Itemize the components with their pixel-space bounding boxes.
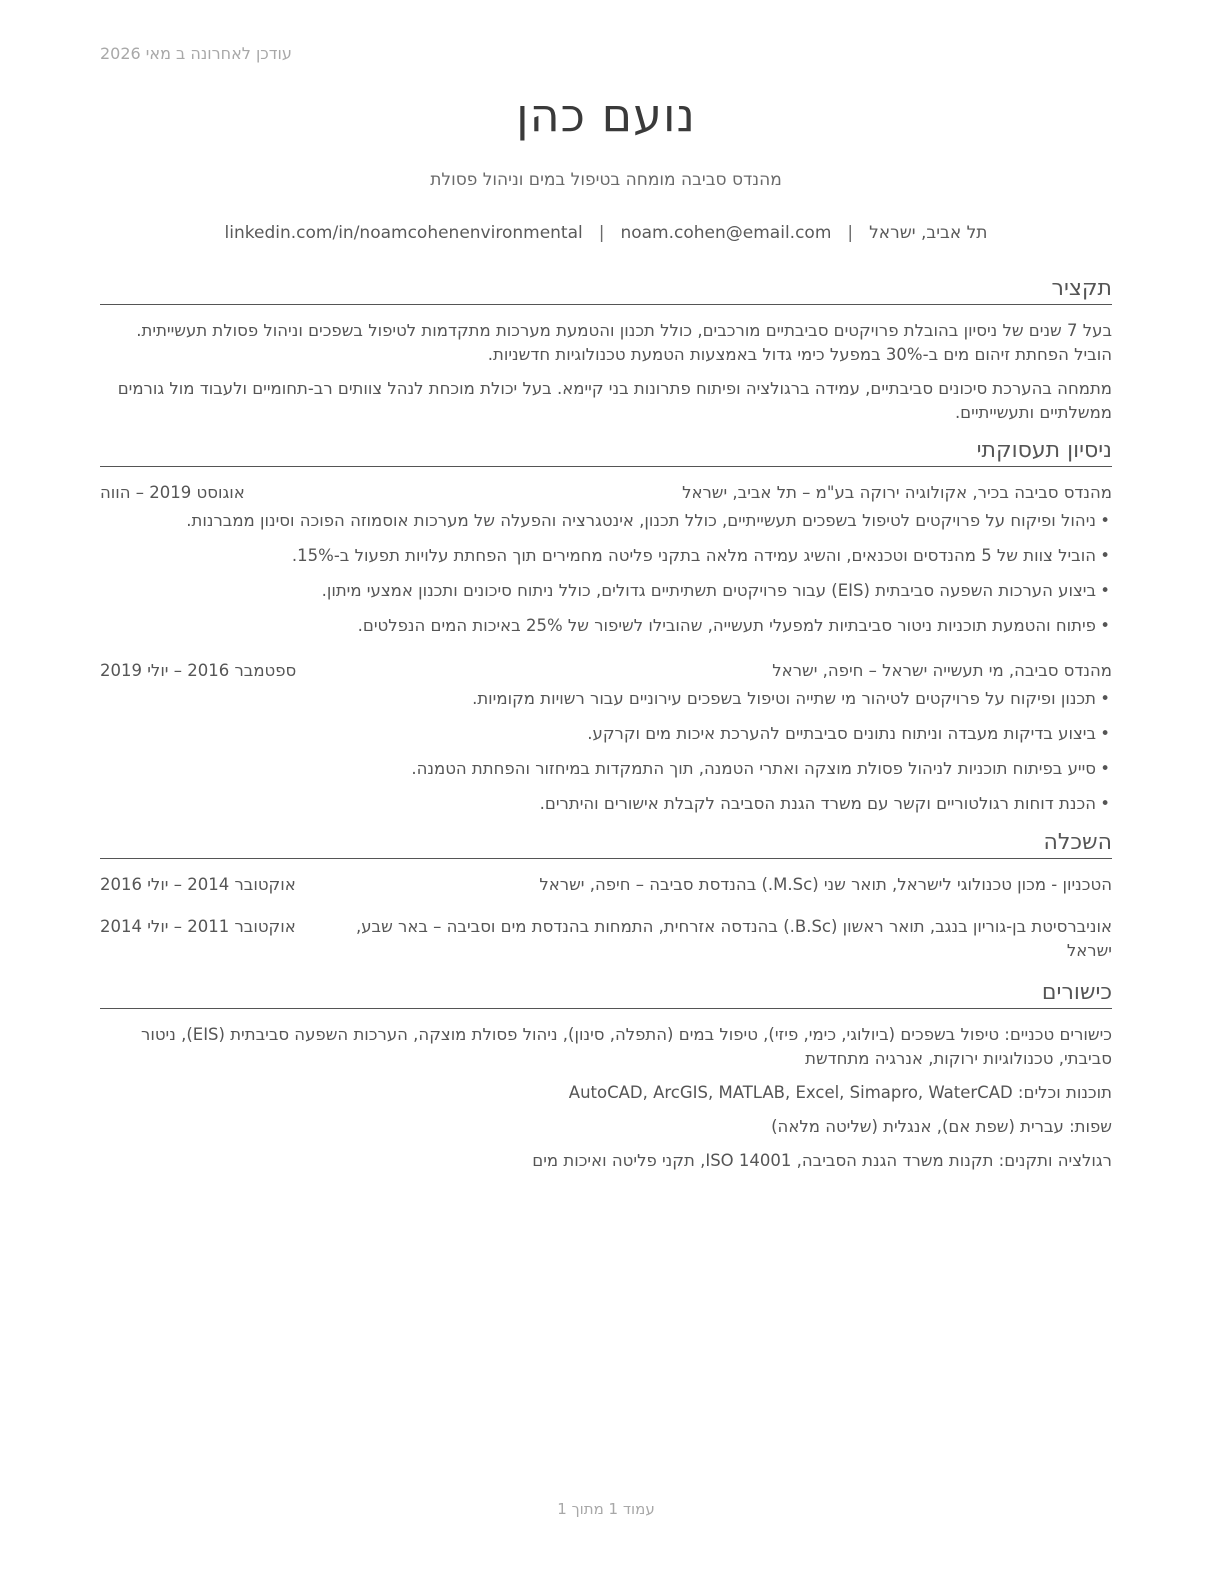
bullet-text: ביצוע בדיקות מעבדה וניתוח נתונים סביבתיים להערכת איכות מים וקרקע.	[587, 724, 1096, 743]
job-bullets	[100, 505, 1112, 645]
skills-item: שפות: עברית (שפת אם), אנגלית (שליטה מלאה)	[771, 1117, 1112, 1136]
job-entry	[100, 481, 1112, 645]
job-header	[100, 481, 1112, 505]
summary-paragraph: בעל 7 שנים של ניסיון בהובלת פרויקטים סביבתיים מורכבים, כולל תכנון והטמעת מערכות מתקדמות לטיפול בשפכים וניהול פסולת תעשייתית. הוביל הפחתת זיהום מים ב-30% במפעל כימי גדול באמצעות הטמעת טכנולוגיות חדשניות.	[136, 321, 1112, 364]
contact-separator: |	[598, 223, 605, 243]
job-bullet	[100, 788, 1112, 823]
contact-location: תל אביב, ישראל	[869, 223, 988, 243]
bullet-text: הוביל צוות של 5 מהנדסים וטכנאים, והשיג עמידה מלאה בתקני פליטה מחמירים תוך הפחתת עלויות תפעול ב-15%.	[291, 546, 1096, 565]
summary-section	[100, 275, 1112, 425]
bullet-icon: •	[1100, 794, 1110, 813]
resume-page	[100, 0, 1112, 1584]
contact-line	[100, 223, 1112, 243]
section-title-summary: תקציר	[100, 275, 1112, 305]
candidate-headline: מהנדס סביבה מומחה בטיפול במים וניהול פסולת	[430, 170, 782, 190]
job-bullet	[100, 753, 1112, 788]
bullet-text: ניהול ופיקוח על פרויקטים לטיפול בשפכים תעשייתיים, כולל תכנון, אינטגרציה והפעלה של מערכות אוסמוזה הפוכה וסינון ממברנות.	[186, 511, 1096, 530]
education-institution: אוניברסיטת בן-גוריון בנגב, תואר ראשון (B.Sc.) בהנדסה אזרחית, התמחות בהנדסת מים וסביבה – באר שבע, ישראל	[355, 917, 1112, 960]
section-title-experience: ניסיון תעסוקתי	[100, 437, 1112, 467]
education-dates: אוקטובר 2014 – יולי 2016	[100, 875, 296, 894]
job-bullet	[100, 505, 1112, 540]
bullet-icon: •	[1100, 759, 1110, 778]
education-institution: הטכניון - מכון טכנולוגי לישראל, תואר שני (M.Sc.) בהנדסת סביבה – חיפה, ישראל	[539, 875, 1112, 894]
job-header	[100, 659, 1112, 683]
summary-paragraph: מתמחה בהערכת סיכונים סביבתיים, עמידה ברגולציה ופיתוח פתרונות בני קיימא. בעל יכולת מוכחת לנהל צוותים רב-תחומיים ולעבוד מול גורמים ממשלתיים ותעשייתיים.	[117, 379, 1112, 422]
contact-separator: |	[847, 223, 854, 243]
experience-section	[100, 437, 1112, 823]
education-entry	[100, 873, 1112, 897]
candidate-name: נועם כהן	[516, 88, 696, 142]
bullet-icon: •	[1100, 616, 1110, 635]
bullet-icon: •	[1100, 689, 1110, 708]
job-role: מהנדס סביבה, מי תעשייה ישראל – חיפה, ישראל	[772, 661, 1112, 680]
last-updated-note: עודכן לאחרונה ב מאי 2026	[100, 44, 292, 63]
skills-item: רגולציה ותקנים: תקנות משרד הגנת הסביבה, ISO 14001, תקני פליטה ואיכות מים	[532, 1151, 1112, 1170]
bullet-icon: •	[1100, 511, 1110, 530]
job-bullet	[100, 683, 1112, 718]
job-bullets	[100, 683, 1112, 823]
education-entry	[100, 915, 1112, 963]
skills-section	[100, 979, 1112, 1173]
bullet-text: סייע בפיתוח תוכניות לניהול פסולת מוצקה ואתרי הטמנה, תוך התמקדות במיחזור והפחתת הטמנה.	[411, 759, 1096, 778]
bullet-icon: •	[1100, 581, 1110, 600]
job-dates: ספטמבר 2016 – יולי 2019	[100, 661, 297, 680]
job-bullet	[100, 610, 1112, 645]
contact-linkedin-link[interactable]: linkedin.com/in/noamcohenenvironmental	[224, 223, 583, 243]
education-section	[100, 829, 1112, 963]
bullet-text: פיתוח והטמעת תוכניות ניטור סביבתיות למפעלי תעשייה, שהובילו לשיפור של 25% באיכות המים הנפלטים.	[357, 616, 1096, 635]
job-dates: אוגוסט 2019 – הווה	[100, 483, 245, 502]
section-title-education: השכלה	[100, 829, 1112, 859]
skills-item: כישורים טכניים: טיפול בשפכים (ביולוגי, כימי, פיזי), טיפול במים (התפלה, סינון), ניהול פסולת מוצקה, הערכות השפעה סביבתית (EIS), ניטור סביבתי, טכנולוגיות ירוקות, אנרגיה מתחדשת	[141, 1025, 1112, 1068]
contact-email-link[interactable]: noam.cohen@email.com	[620, 223, 832, 243]
job-role: מהנדס סביבה בכיר, אקולוגיה ירוקה בע"מ – תל אביב, ישראל	[682, 483, 1112, 502]
bullet-icon: •	[1100, 546, 1110, 565]
resume-content	[100, 275, 1112, 1183]
bullet-text: הכנת דוחות רגולטוריים וקשר עם משרד הגנת הסביבה לקבלת אישורים והיתרים.	[539, 794, 1096, 813]
bullet-text: תכנון ופיקוח על פרויקטים לטיהור מי שתייה וטיפול בשפכים עירוניים עבור רשויות מקומיות.	[472, 689, 1096, 708]
bullet-icon: •	[1100, 724, 1110, 743]
job-bullet	[100, 575, 1112, 610]
page-number-footer: עמוד 1 מתוך 1	[557, 1500, 655, 1518]
bullet-text: ביצוע הערכות השפעה סביבתית (EIS) עבור פרויקטים תשתיתיים גדולים, כולל ניתוח סיכונים ותכנון אמצעי מיתון.	[321, 581, 1096, 600]
skills-item: תוכנות וכלים: AutoCAD, ArcGIS, MATLAB, Excel, Simapro, WaterCAD	[568, 1083, 1112, 1102]
job-entry	[100, 659, 1112, 823]
education-dates: אוקטובר 2011 – יולי 2014	[100, 917, 296, 936]
job-bullet	[100, 718, 1112, 753]
section-title-skills: כישורים	[100, 979, 1112, 1009]
job-bullet	[100, 540, 1112, 575]
